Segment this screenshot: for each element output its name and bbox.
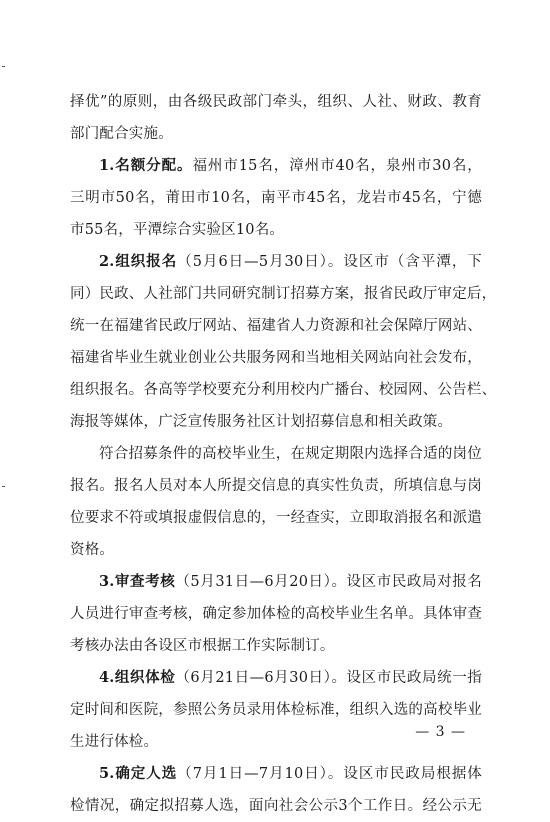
- text-line: 定时间和医院，参照公务员录用体检标准，组织入选的高校毕业: [70, 702, 482, 718]
- text-line: 检情况，确定拟招募人选，面向社会公示3个工作日。经公示无: [70, 798, 482, 814]
- scan-edge-mark: [2, 66, 5, 67]
- page-number: — 3 —: [415, 724, 466, 740]
- section-heading: 1.名额分配。: [99, 157, 193, 174]
- text-line: 择优”的原则，由各级民政部门牵头，组织、人社、财政、教育: [70, 94, 482, 110]
- text-line: 海报等媒体，广泛宣传服务社区计划招募信息和相关政策。: [70, 414, 453, 430]
- section-heading-line: 3.审查考核（5月31日—6月20日）。设区市民政局对报名: [99, 573, 482, 590]
- text-line: 生进行体检。: [70, 734, 159, 750]
- section-heading: 2.组织报名: [99, 253, 178, 270]
- section-heading-line: 4.组织体检（6月21日—6月30日）。设区市民政局统一指: [99, 669, 482, 686]
- section-heading: 5.确定人选: [99, 765, 178, 782]
- text-line: 同）民政、人社部门共同研究制订招募方案，报省民政厅审定后，: [70, 286, 497, 302]
- text-line: 资格。: [70, 542, 115, 558]
- section-heading-line: 2.组织报名（5月6日—5月30日）。设区市（含平潭，下: [99, 253, 482, 270]
- section-heading: 4.组织体检: [99, 669, 176, 686]
- text-line: 符合招募条件的高校毕业生，在规定期限内选择合适的岗位: [99, 446, 482, 462]
- text-line: 报名。报名人员对本人所提交信息的真实性负责，所填信息与岗: [70, 478, 482, 494]
- text-line: 考核办法由各设区市根据工作实际制订。: [70, 638, 335, 654]
- text-line: 组织报名。各高等学校要充分利用校内广播台、校园网、公告栏、: [70, 382, 497, 398]
- section-heading-line: 1.名额分配。福州市15名，漳州市40名，泉州市30名，: [99, 157, 482, 174]
- section-heading: 3.审查考核: [99, 573, 176, 590]
- body-text: [70, 86, 497, 822]
- text-line: 位要求不符或填报虚假信息的，一经查实，立即取消报名和派遣: [70, 510, 482, 526]
- text-line: 部门配合实施。: [70, 126, 173, 142]
- text-line: 人员进行审查考核，确定参加体检的高校毕业生名单。具体审查: [70, 606, 482, 622]
- text-line: 三明市50名，莆田市10名，南平市45名，龙岩市45名，宁德: [70, 190, 482, 206]
- text-line: 市55名，平潭综合实验区10名。: [70, 222, 285, 238]
- section-heading-line: 5.确定人选（7月1日—7月10日）。设区市民政局根据体: [99, 765, 482, 782]
- scan-edge-mark: [2, 486, 5, 487]
- text-line: 福建省毕业生就业创业公共服务网和当地相关网站向社会发布，: [70, 350, 482, 366]
- text-line: 统一在福建省民政厅网站、福建省人力资源和社会保障厅网站、: [70, 318, 482, 334]
